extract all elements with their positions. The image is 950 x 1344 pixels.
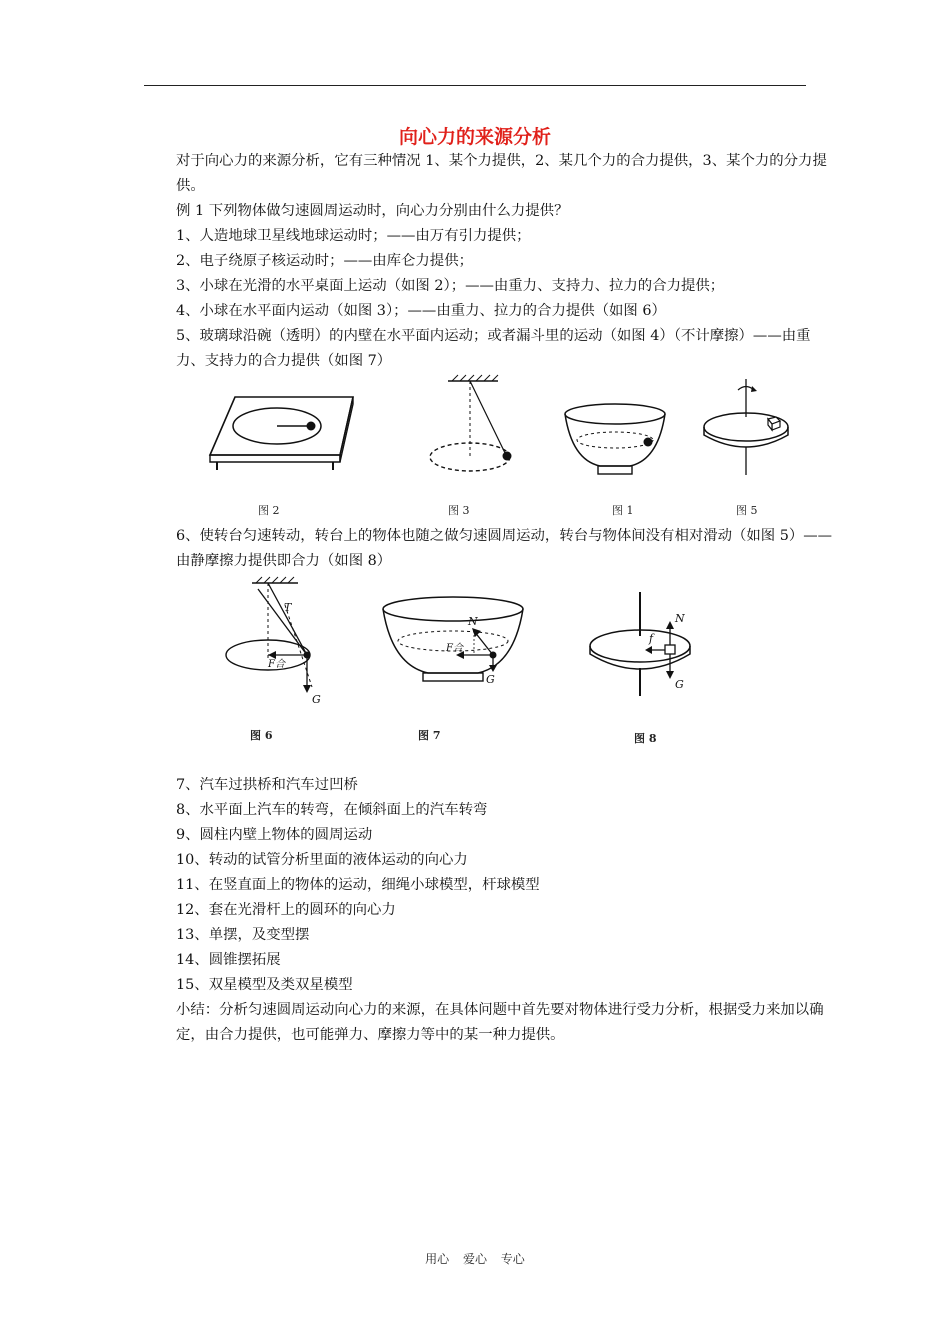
figure-8-turntable-forces — [585, 588, 705, 703]
example-heading: 例 1 下列物体做匀速圆周运动时，向心力分别由什么力提供？ — [176, 203, 569, 219]
list-item: 14、圆锥摆拓展 — [176, 952, 281, 968]
figure-6-pendulum-forces — [222, 575, 337, 710]
figure-1-bowl — [560, 400, 670, 480]
figure-7-bowl-forces — [378, 595, 528, 690]
figure-2-table-ball — [205, 380, 365, 480]
page-footer: 用心 爱心 专心 — [425, 1252, 525, 1266]
list-item: 12、套在光滑杆上的圆环的向心力 — [176, 902, 396, 918]
list-item: 4、小球在水平面内运动（如图 3）；——由重力、拉力的合力提供（如图 6） — [176, 303, 666, 319]
list-item: 15、双星模型及类双星模型 — [176, 977, 353, 993]
gravity-label: G — [486, 673, 495, 686]
tension-label: T — [284, 601, 292, 614]
list-item: 11、在竖直面上的物体的运动，细绳小球模型，杆球模型 — [176, 877, 540, 893]
list-item: 10、转动的试管分析里面的液体运动的向心力 — [176, 852, 468, 868]
list-item: 1、人造地球卫星线地球运动时；——由万有引力提供； — [176, 228, 531, 244]
list-item: 6、使转台匀速转动，转台上的物体也随之做匀速圆周运动，转台与物体间没有相对滑动（如图 5）——由静摩擦力提供即合力（如图 8） — [176, 528, 833, 569]
net-force-label: F合 — [446, 643, 463, 654]
list-item: 3、小球在光滑的水平桌面上运动（如图 2）；——由重力、支持力、拉力的合力提供； — [176, 278, 725, 294]
list-item: 13、单摆，及变型摆 — [176, 927, 310, 943]
friction-label: f — [649, 632, 654, 645]
figure-caption: 图 5 — [736, 504, 758, 517]
list-item: 2、电子绕原子核运动时；——由库仑力提供； — [176, 253, 473, 269]
intro-paragraph: 对于向心力的来源分析，它有三种情况 1、某个力提供，2、某几个力的合力提供，3、某个力的分力提供。 — [176, 153, 827, 194]
list-item: 8、水平面上汽车的转弯，在倾斜面上的汽车转弯 — [176, 802, 488, 818]
figure-caption: 图 2 — [258, 504, 280, 517]
figure-5-turntable — [700, 375, 800, 485]
gravity-label: G — [312, 693, 321, 706]
page-title: 向心力的来源分析 — [398, 126, 551, 148]
list-item: 9、圆柱内壁上物体的圆周运动 — [176, 827, 373, 843]
figure-caption: 图 8 — [634, 732, 657, 745]
gravity-label: G — [675, 678, 684, 691]
list-item: 5、玻璃球沿碗（透明）的内壁在水平面内运动；或者漏斗里的运动（如图 4）（不计摩擦）——由重力、支持力的合力提供（如图 7） — [176, 328, 811, 369]
net-force-label: F合 — [268, 659, 285, 670]
figure-caption: 图 6 — [250, 729, 273, 742]
summary-paragraph: 小结：分析匀速圆周运动向心力的来源，在具体问题中首先要对物体进行受力分析，根据受力来加以确定，由合力提供，也可能弹力、摩擦力等中的某一种力提供。 — [176, 1002, 824, 1043]
figure-caption: 图 1 — [612, 504, 634, 517]
figure-3-conical-pendulum — [420, 373, 530, 488]
figure-caption: 图 3 — [448, 504, 470, 517]
normal-label: N — [675, 612, 685, 625]
list-item: 7、汽车过拱桥和汽车过凹桥 — [176, 777, 358, 793]
normal-label: N — [468, 615, 478, 628]
figure-caption: 图 7 — [418, 729, 441, 742]
header-rule — [144, 85, 806, 86]
